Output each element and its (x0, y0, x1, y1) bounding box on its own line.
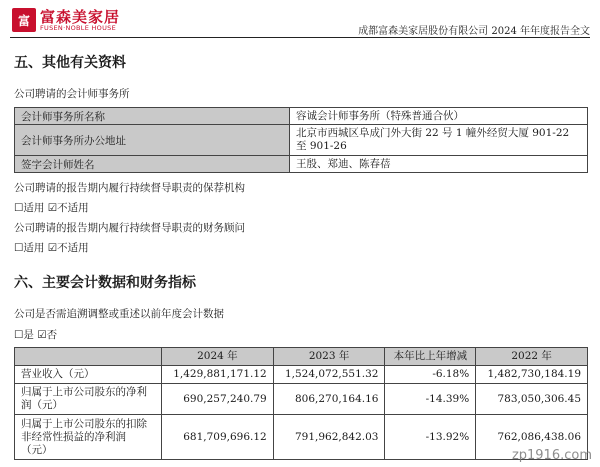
logo-chinese-name: 富森美家居 (40, 8, 121, 26)
advisor-options (14, 240, 89, 255)
sponsor-options (14, 200, 89, 215)
deducted-profit-2023: 791,962,842.03 (273, 415, 385, 460)
revenue-2022: 1,482,730,184.19 (476, 366, 588, 384)
auditor-address-label: 会计师事务所办公地址 (15, 125, 290, 156)
table-row (15, 156, 588, 173)
auditor-name-label: 会计师事务所名称 (15, 108, 290, 125)
logo-english-name: FUSEN·NOBLE HOUSE (40, 24, 116, 32)
deducted-profit-label (15, 415, 162, 460)
advisor-applicable-checkbox: ☐适用 (14, 242, 45, 254)
revenue-change: -6.18% (385, 366, 476, 384)
auditor-intro: 公司聘请的会计师事务所 (14, 88, 130, 100)
restatement-question: 公司是否需追溯调整或重述以前年度会计数据 (14, 308, 224, 320)
deducted-profit-2022: 762,086,438.06 (476, 415, 588, 460)
section-six-title: 六、主要会计数据和财务指标 (14, 275, 196, 291)
header-divider (10, 37, 590, 38)
table-row (15, 366, 588, 384)
table-header-row (15, 348, 588, 366)
revenue-2024: 1,429,881,171.12 (162, 366, 274, 384)
header-cell-change: 本年比上年增减 (385, 348, 476, 366)
document-title: 成都富森美家居股份有限公司 2024 年年度报告全文 (358, 26, 590, 37)
revenue-2023: 1,524,072,551.32 (273, 366, 385, 384)
header-cell-2023: 2023 年 (273, 348, 385, 366)
sponsor-not-applicable-checkbox: ☑不适用 (47, 202, 89, 214)
net-profit-label-line2: 润（元） (21, 399, 63, 411)
table-row (15, 384, 588, 415)
page-header (0, 0, 600, 38)
net-profit-2024: 690,257,240.79 (162, 384, 274, 415)
section-five-title: 五、其他有关资料 (14, 55, 126, 71)
deducted-profit-change: -13.92% (385, 415, 476, 460)
revenue-label: 营业收入（元） (15, 366, 162, 384)
table-row (15, 415, 588, 460)
auditor-address-value (290, 125, 588, 156)
deducted-profit-label-line1: 归属于上市公司股东的扣除 (21, 417, 147, 430)
advisor-not-applicable-checkbox: ☑不适用 (47, 242, 89, 254)
deducted-profit-2024: 681,709,696.12 (162, 415, 274, 460)
sponsor-applicable-checkbox: ☐适用 (14, 202, 45, 214)
header-cell-2024: 2024 年 (162, 348, 274, 366)
auditor-address-line2: 至 901-26 (296, 140, 347, 152)
auditor-name-value: 容诚会计师事务所（特殊普通合伙） (290, 108, 588, 125)
net-profit-change: -14.39% (385, 384, 476, 415)
restatement-options (14, 327, 57, 342)
header-cell-2022: 2022 年 (476, 348, 588, 366)
restatement-yes-checkbox: ☐是 (14, 329, 34, 341)
signing-accountant-label: 签字会计师姓名 (15, 156, 290, 173)
advisor-question: 公司聘请的报告期内履行持续督导职责的财务顾问 (14, 222, 245, 234)
net-profit-2022: 783,050,306.45 (476, 384, 588, 415)
auditor-info-table (14, 107, 588, 173)
financial-data-table (14, 347, 588, 460)
company-logo-icon: 富 (12, 8, 36, 32)
header-cell-blank (15, 348, 162, 366)
auditor-address-line1: 北京市西城区阜成门外大街 22 号 1 幢外经贸大厦 901-22 (296, 127, 570, 139)
site-watermark: zp1916.com (511, 448, 592, 463)
net-profit-label (15, 384, 162, 415)
sponsor-question: 公司聘请的报告期内履行持续督导职责的保荐机构 (14, 182, 245, 194)
net-profit-2023: 806,270,164.16 (273, 384, 385, 415)
restatement-no-checkbox: ☑否 (37, 329, 58, 341)
deducted-profit-label-line2: 非经常性损益的净利润 (21, 430, 126, 443)
signing-accountant-value: 王殷、郑迪、陈春蓓 (290, 156, 588, 173)
table-row (15, 125, 588, 156)
table-row (15, 108, 588, 125)
deducted-profit-label-line3: （元） (21, 443, 53, 456)
net-profit-label-line1: 归属于上市公司股东的净利 (21, 386, 147, 398)
